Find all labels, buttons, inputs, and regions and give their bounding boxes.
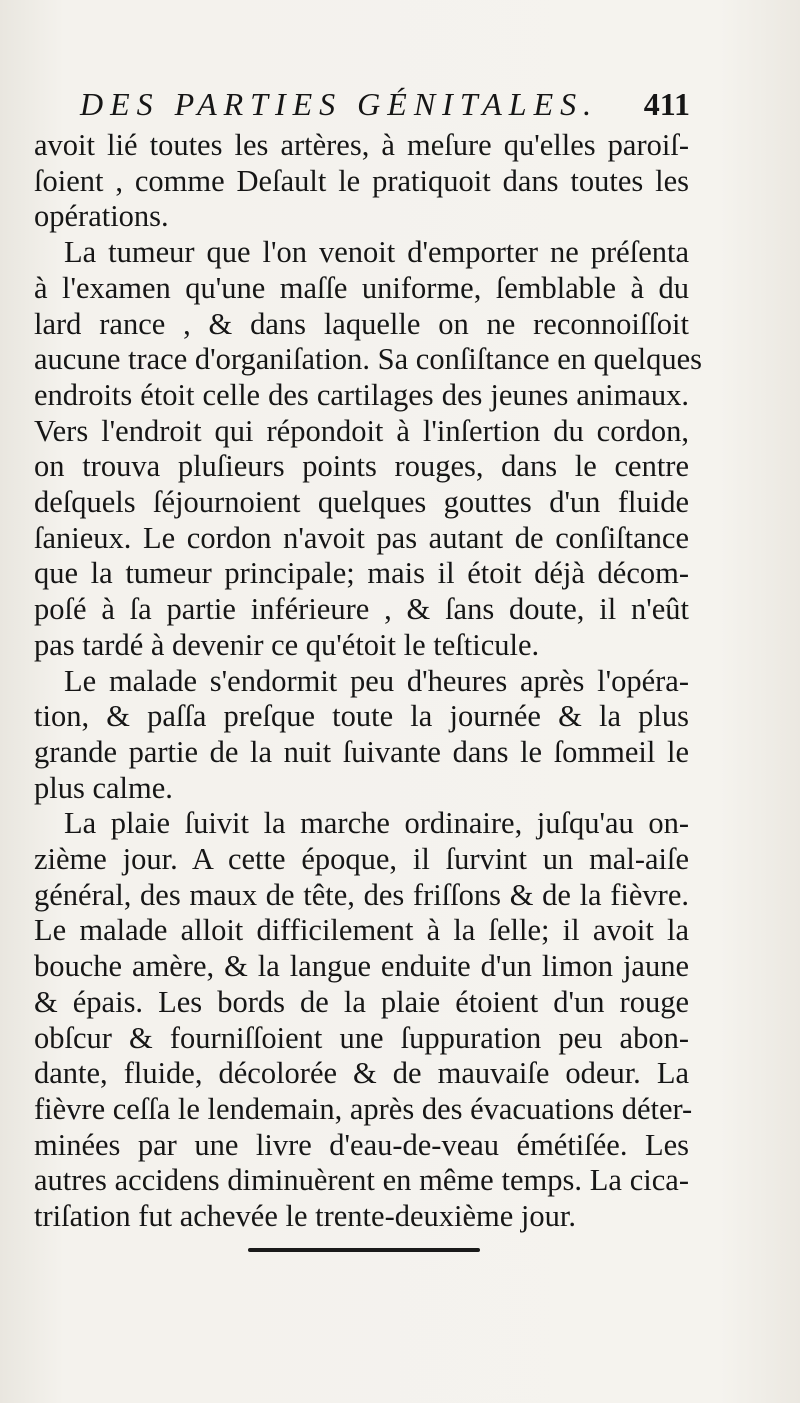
text-line: à l'examen qu'une maſſe uniforme, ſemblable à du (34, 270, 689, 305)
text-line: dante, fluide, décolorée & de mauvaiſe odeur. La (34, 1056, 689, 1091)
text-line: lard rance , & dans laquelle on ne reconnoiſſoit (34, 306, 689, 341)
text-line: avoit lié toutes les artères, à meſure qu'elles paroiſ- (34, 128, 689, 162)
text-line: La plaie ſuivit la marche ordinaire, juſqu'au on- (64, 806, 689, 841)
text-line: que la tumeur principale; mais il étoit déjà décom- (34, 556, 689, 591)
text-line: obſcur & fourniſſoient une ſuppuration peu abon- (34, 1020, 689, 1055)
text-line: on trouva pluſieurs points rouges, dans le centre (34, 449, 689, 484)
text-line: général, des maux de tête, des friſſons & de la fièvre. (34, 877, 689, 912)
text-line: Le malade alloit difficilement à la ſelle; il avoit la (34, 913, 689, 948)
text-line: La tumeur que l'on venoit d'emporter ne préſenta (64, 235, 689, 270)
text-line: ſoient , comme Deſault le pratiquoit dans toutes les (34, 163, 689, 198)
text-line: poſé à ſa partie inférieure , & ſans doute, il n'eût (34, 592, 689, 627)
page-header (80, 84, 690, 124)
running-head: DES PARTIES GÉNITALES. (80, 86, 599, 122)
text-line: Vers l'endroit qui répondoit à l'inſertion du cordon, (34, 413, 689, 448)
text-line: deſquels ſéjournoient quelques gouttes d'un fluide (34, 485, 689, 520)
text-line: triſation fut achevée le trente-deuxième jour. (34, 1199, 576, 1234)
text-line: endroits étoit celle des cartilages des jeunes animaux. (34, 377, 689, 412)
text-line: bouche amère, & la langue enduite d'un limon jaune (34, 949, 689, 984)
text-line: minées par une livre d'eau-de-veau émétiſée. Les (34, 1127, 689, 1162)
text-line: ſanieux. Le cordon n'avoit pas autant de conſiſtance (34, 520, 689, 555)
text-line: tion, & paſſa preſque toute la journée & la plus (34, 699, 689, 734)
text-line: fièvre ceſſa le lendemain, après des évacuations déter- (34, 1091, 693, 1126)
text-line: Le malade s'endormit peu d'heures après l'opéra- (64, 663, 689, 698)
page-number: 411 (643, 86, 690, 122)
text-line: aucune trace d'organiſation. Sa conſiſtance en quelques (34, 342, 703, 377)
text-line: & épais. Les bords de la plaie étoient d'un rouge (34, 984, 689, 1019)
text-line: zième jour. A cette époque, il ſurvint un mal-aiſe (34, 842, 689, 877)
text-line: pas tardé à devenir ce qu'étoit le teſticule. (34, 627, 540, 662)
text-line: opérations. (34, 199, 169, 234)
section-divider (248, 1248, 480, 1252)
body-text (34, 128, 703, 1235)
text-line: plus calme. (34, 770, 173, 805)
text-line: grande partie de la nuit ſuivante dans le ſommeil le (34, 734, 689, 769)
text-line: autres accidens diminuèrent en même temps. La cica- (34, 1163, 689, 1198)
